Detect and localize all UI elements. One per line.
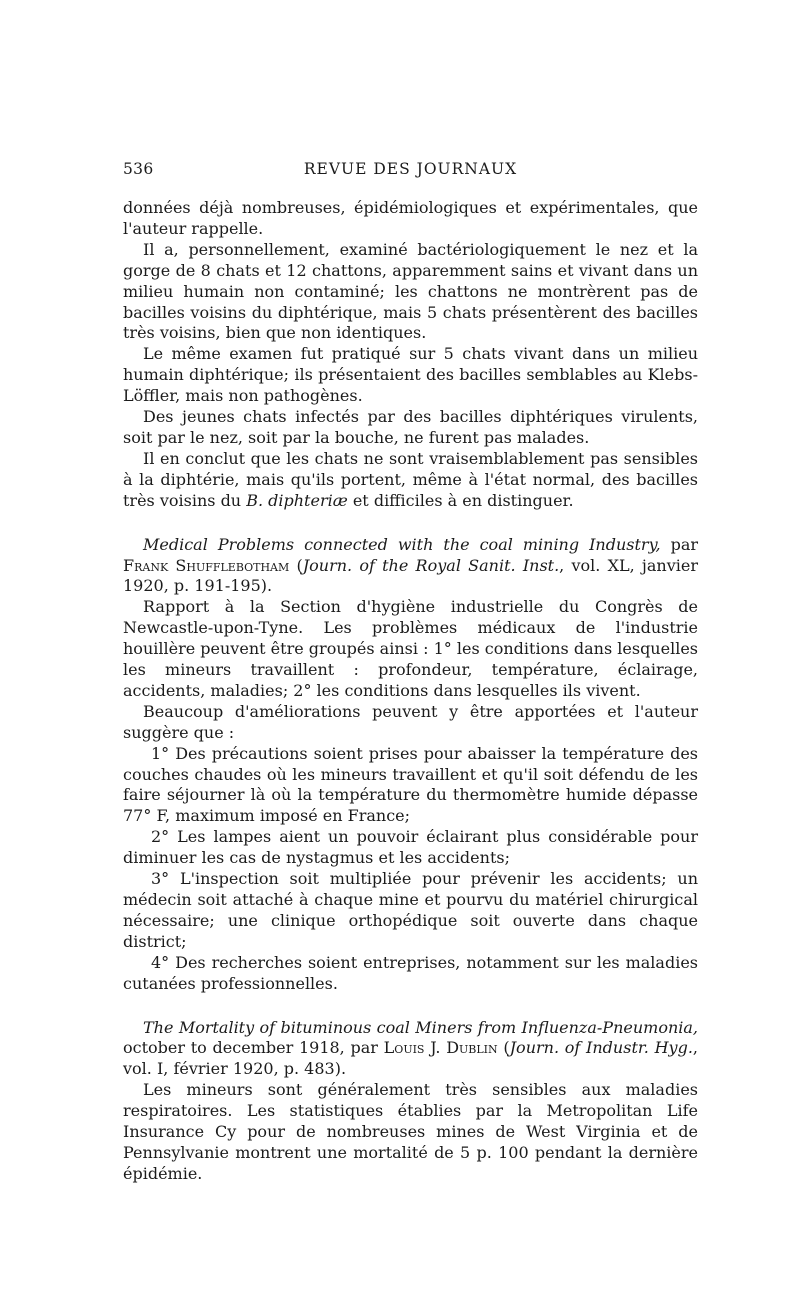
text-run: par	[660, 534, 699, 554]
text-run: , vol. XL, janvier 1920, p. 191-195).	[123, 555, 698, 596]
article-author: Louis J. Dublin	[383, 1038, 498, 1058]
article-title: Medical Problems connected with the coal mining Industry,	[143, 534, 661, 554]
paragraph: Le même examen fut pratiqué sur 5 chats vivant dans un milieu humain diphtérique; ils présentaient des bacilles semblables au Klebs-Löffler, mais non pathogènes.	[123, 344, 698, 406]
page-number: 536	[123, 160, 154, 178]
article-author: Frank Shufflebotham	[123, 555, 290, 575]
journal-name: Journ. of the Royal Sanit. Inst.	[302, 555, 560, 575]
paragraph: Il a, personnellement, examiné bactériologiquement le nez et la gorge de 8 chats et 12 chattons, apparemment sains et vivant dans un milieu humain non contaminé; les chattons ne montrèrent pas de bacilles voisins du diphtérique, mais 5 chats présentèrent des bacilles très voisins, bien que non identiques.	[123, 239, 698, 343]
list-item: 3° L'inspection soit multipliée pour prévenir les accidents; un médecin soit attaché à chaque mine et pourvu du matériel chirurgical nécessaire; une clinique orthopédique soit ouverte dans chaque district;	[123, 869, 698, 951]
running-title: REVUE DES JOURNAUX	[303, 160, 518, 178]
text-run: october to december 1918, par	[123, 1038, 384, 1058]
journal-name: Journ. of Industr. Hyg.	[509, 1038, 693, 1058]
text-run: (	[289, 555, 303, 575]
paragraph: Rapport à la Section d'hygiène industrielle du Congrès de Newcastle-upon-Tyne. Les problèmes médicaux de l'industrie houillère peuvent être groupés ainsi : 1° les conditions dans lesquelles les mineurs travaillent : profondeur, température, éclairage, accidents, maladies; 2° les conditions dans lesquelles ils vivent.	[123, 597, 698, 700]
article-title: The Mortality of bituminous coal Miners from Influenza-Pneumonia,	[143, 1017, 698, 1037]
paragraph: données déjà nombreuses, épidémiologiques et expérimentales, que l'auteur rappelle.	[123, 198, 698, 238]
text-run: , vol. I, février 1920, p. 483).	[123, 1038, 698, 1079]
article-reference	[123, 1018, 698, 1081]
paragraph: Beaucoup d'améliorations peuvent y être apportées et l'auteur suggère que :	[123, 701, 698, 742]
text-run: (	[497, 1038, 510, 1058]
list-item: 1° Des précautions soient prises pour abaisser la température des couches chaudes où les mineurs travaillent et qu'il soit défendu de les faire séjourner là où la température du thermomètre humide dépasse 77° F, maximum imposé en France;	[123, 743, 698, 826]
text-run: Il en conclut que les chats ne sont vraisemblablement pas sensibles à la diphtérie, mais qu'ils portent, même à l'état normal, des bacilles très voisins du	[123, 448, 698, 510]
list-item: 2° Les lampes aient un pouvoir éclairant plus considérable pour diminuer les cas de nystagmus et les accidents;	[123, 827, 698, 868]
article-body	[123, 198, 698, 1185]
article-reference	[123, 535, 698, 598]
paragraph	[123, 449, 698, 512]
species-name: B. diphteriæ	[246, 490, 348, 510]
list-item: 4° Des recherches soient entreprises, notamment sur les maladies cutanées professionnelles.	[123, 952, 698, 993]
paragraph: Des jeunes chats infectés par des bacilles diphtériques virulents, soit par le nez, soit par la bouche, ne furent pas malades.	[123, 407, 698, 447]
text-run: et difficiles à en distinguer.	[347, 490, 574, 510]
paragraph: Les mineurs sont généralement très sensibles aux maladies respiratoires. Les statistiques établies par la Metropolitan Life Insurance Cy pour de nombreuses mines de West Virginia et de Pennsylvanie montrent une mortalité de 5 p. 100 pendant la dernière épidémie.	[123, 1080, 698, 1183]
